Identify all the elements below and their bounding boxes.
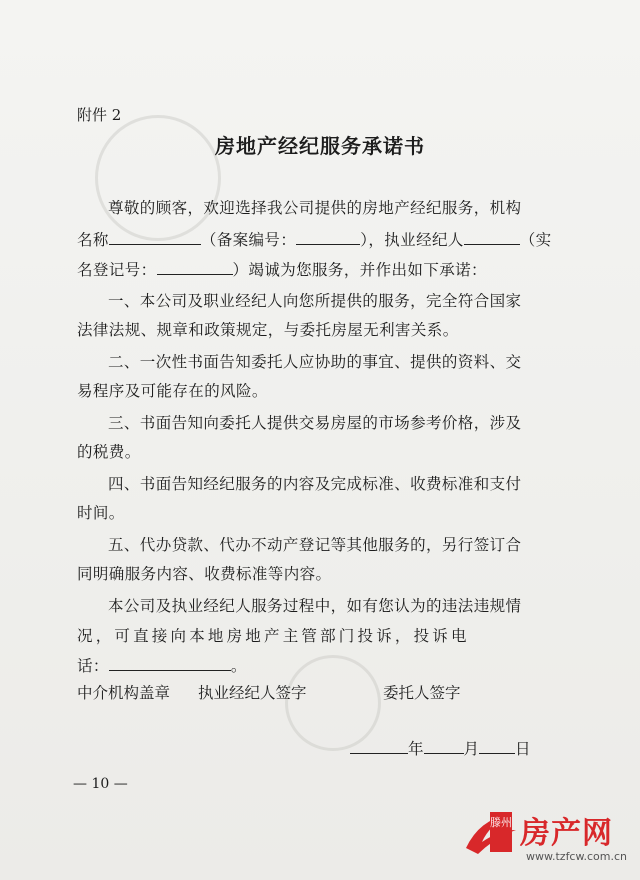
broker-signature-label: 执业经纪人签字 [198,684,307,702]
page-title: 房地产经纪服务承诺书 [215,134,425,158]
agency-name-blank [109,230,201,245]
attachment-label: 附件 2 [77,106,122,124]
item-2-line-2: 易程序及可能存在的风险。 [77,382,268,400]
month-blank [424,739,464,754]
complaint-line-2: 况，可直接向本地房地产主管部门投诉，投诉电 [77,627,470,645]
page-number: — 10 — [73,776,128,792]
agency-seal-label: 中介机构盖章 [77,684,171,702]
item-2-line-1: 二、一次性书面告知委托人应协助的事宜、提供的资料、交 [108,353,522,371]
item-1-line-2: 法律法规、规章和政策规定，与委托房屋无利害关系。 [77,321,459,339]
client-signature-label: 委托人签字 [383,684,461,702]
complaint-line-1: 本公司及执业经纪人服务过程中，如有您认为的违法违规情 [108,597,522,615]
registration-number-blank [157,260,233,275]
intro-line-1: 尊敬的顾客，欢迎选择我公司提供的房地产经纪服务，机构 [108,199,522,217]
item-1-line-1: 一、本公司及职业经纪人向您所提供的服务，完全符合国家 [108,292,522,310]
item-4-line-2: 时间。 [77,504,125,522]
watermark-city: 滕州 [490,812,512,852]
item-3-line-1: 三、书面告知向委托人提供交易房屋的市场参考价格，涉及 [108,414,522,432]
item-4-line-1: 四、书面告知经纪服务的内容及完成标准、收费标准和支付 [108,475,522,493]
item-5-line-2: 同明确服务内容、收费标准等内容。 [77,565,332,583]
site-watermark [460,808,630,868]
day-blank [479,739,515,754]
item-3-line-2: 的税费。 [77,443,141,461]
complaint-line-3: 话： 。 [77,657,247,675]
year-blank [350,739,408,754]
watermark-url: www.tzfcw.com.cn [526,850,627,863]
intro-line-2: 名称 （备案编号： ），执业经纪人 （实 [77,231,552,249]
watermark-name: 房产网 [520,816,613,851]
complaint-phone-blank [109,656,231,671]
broker-name-blank [464,230,520,245]
intro-line-3: 名登记号： ）竭诚为您服务，并作出如下承诺： [77,261,487,279]
item-5-line-1: 五、代办贷款、代办不动产登记等其他服务的，另行签订合 [108,536,522,554]
date-line: 年 月 日 [350,737,531,759]
record-number-blank [296,230,360,245]
